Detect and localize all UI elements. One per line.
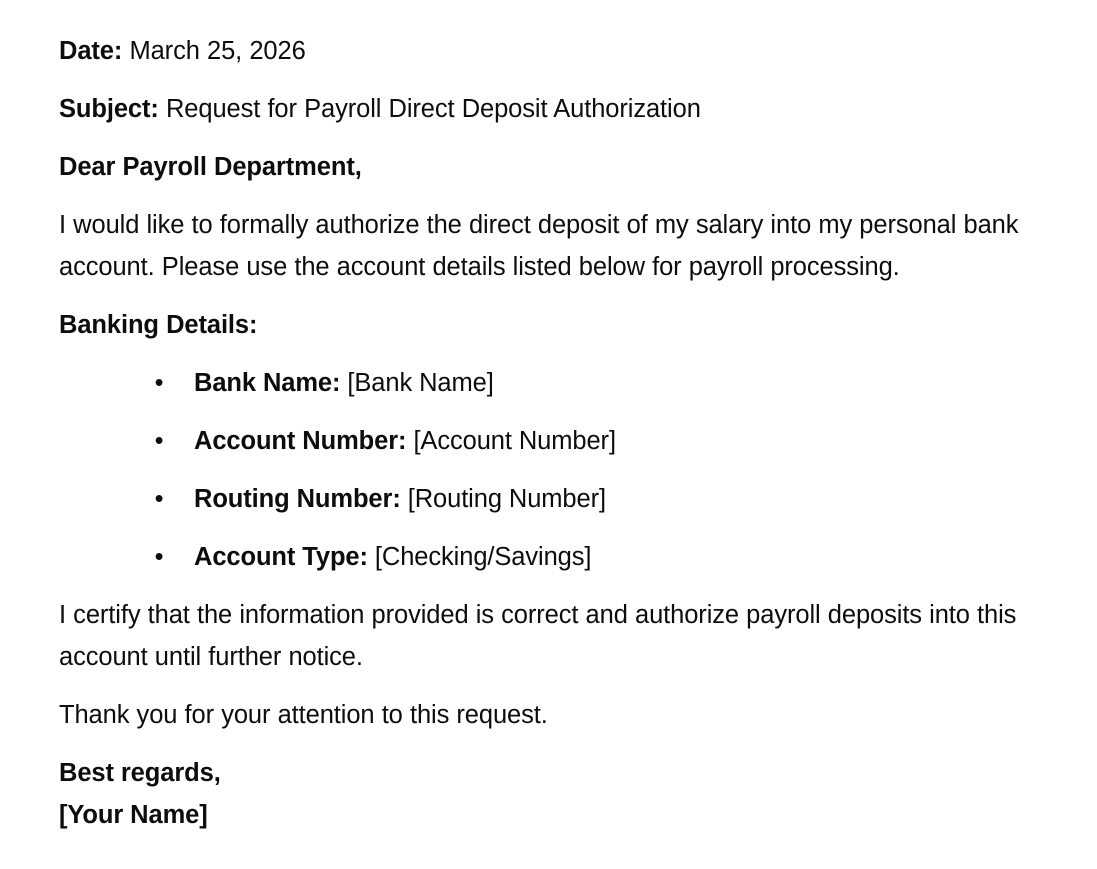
- routing-number-value: [Routing Number]: [407, 485, 606, 513]
- bullet-dot-icon: •: [154, 427, 164, 455]
- subject-value: Request for Payroll Direct Deposit Authorization: [165, 95, 701, 123]
- subject-line: [59, 88, 1039, 130]
- intro-paragraph: I would like to formally authorize the direct deposit of my salary into my personal bank account. Please use the account details listed below for payroll processing.: [59, 211, 1019, 281]
- letter-body: [59, 30, 1039, 836]
- salutation: Dear Payroll Department,: [59, 153, 362, 181]
- bank-name-label: Bank Name:: [194, 369, 341, 397]
- account-type-value: [Checking/Savings]: [374, 543, 592, 571]
- routing-number-label: Routing Number:: [194, 485, 401, 513]
- signature-closing: Best regards,: [59, 759, 221, 787]
- bullet-dot-icon: •: [154, 485, 164, 513]
- subject-label: Subject:: [59, 95, 159, 123]
- account-type-label: Account Type:: [194, 543, 368, 571]
- list-item: [59, 362, 1039, 404]
- list-item: [59, 536, 1039, 578]
- signature-name-placeholder: [Your Name]: [59, 801, 208, 829]
- list-item: [59, 478, 1039, 520]
- account-number-value: [Account Number]: [413, 427, 616, 455]
- date-value: March 25, 2026: [129, 37, 306, 65]
- date-label: Date:: [59, 37, 123, 65]
- banking-details-heading: Banking Details:: [59, 311, 258, 339]
- bullet-dot-icon: •: [154, 543, 164, 571]
- certification-paragraph: I certify that the information provided is correct and authorize payroll deposits into this account until further notice.: [59, 601, 1017, 671]
- bank-name-value: [Bank Name]: [347, 369, 494, 397]
- signature-block: [59, 752, 1039, 836]
- date-line: [59, 30, 1039, 72]
- banking-details-list: [59, 362, 1039, 578]
- account-number-label: Account Number:: [194, 427, 407, 455]
- bullet-dot-icon: •: [154, 369, 164, 397]
- closing-paragraph: Thank you for your attention to this request.: [59, 701, 548, 729]
- list-item: [59, 420, 1039, 462]
